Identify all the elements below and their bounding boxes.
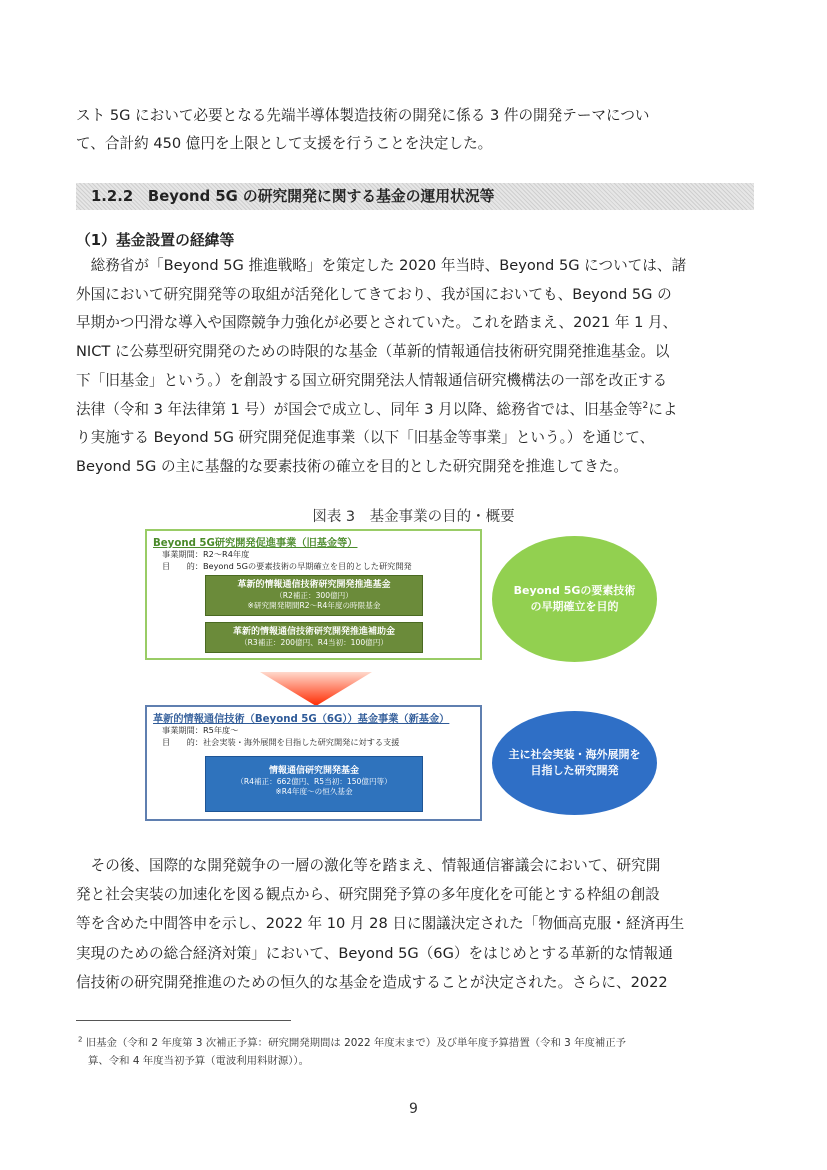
new-fund-box: [145, 705, 482, 821]
old-fund-purpose: 目 的：Beyond 5Gの要素技術の早期確立を目的とした研究開発: [162, 561, 412, 571]
new-fund-item-amount: （R4補正：662億円、R5当初：150億円等）: [236, 777, 392, 786]
para1-line: 外国において研究開発等の取組が活発化してきており、我が国においても、Beyond 5G の: [76, 285, 672, 303]
new-fund-period: 事業期間：R5年度～: [162, 725, 239, 735]
new-fund-purpose: 目 的：社会実装・海外展開を目指した研究開発に対する支援: [162, 737, 400, 747]
para1-line: 総務省が「Beyond 5G 推進戦略」を策定した 2020 年当時、Beyond 5G については、諸: [76, 257, 687, 274]
old-fund-item-1-title: 革新的情報通信技術研究開発推進基金: [237, 580, 391, 590]
section-heading-text: 1.2.2 Beyond 5G の研究開発に関する基金の運用状況等: [91, 188, 495, 205]
section-heading: [76, 183, 754, 210]
footnote-line-text: 旧基金（令和 2 年度第 3 次補正予算：研究開発期間は 2022 年度末まで）及び単年度予算措置（令和 3 年度補正予: [85, 1037, 627, 1049]
footnote-number: 2: [78, 1035, 83, 1044]
para2-line: 信技術の研究開発推進のための恒久的な基金を造成することが決定された。さらに、2022: [76, 973, 668, 991]
para2-line: その後、国際的な開発競争の一層の激化等を踏まえ、情報通信審議会において、研究開: [76, 857, 661, 874]
new-fund-goal-text: 主に社会実装・海外展開を 目指した研究開発: [508, 748, 641, 777]
intro-line: て、合計約 450 億円を上限として支援を行うことを決定した。: [76, 135, 493, 152]
new-fund-item: [205, 756, 423, 812]
para1-line: 法律（令和 3 年法律第 1 号）が国会で成立し、同年 3 月以降、総務省では、旧基金等$^2$によ: [76, 400, 678, 418]
old-fund-item-2-title: 革新的情報通信技術研究開発推進補助金: [232, 627, 395, 637]
new-fund-item-note: ※R4年度～の恒久基金: [275, 787, 353, 796]
para1-line: 下「旧基金」という。）を創設する国立研究開発法人情報通信研究機構法の一部を改正する: [76, 371, 668, 389]
footnote: [78, 1034, 626, 1070]
old-fund-item-1: [205, 575, 423, 616]
para1-line: 早期かつ円滑な導入や国際競争力強化が必要とされていた。これを踏まえ、2021 年 1 月、: [76, 314, 678, 332]
page-number: 9: [409, 1101, 418, 1117]
new-fund-item-title: 情報通信研究開発基金: [268, 766, 359, 776]
intro-line: スト 5G において必要となる先端半導体製造技術の開発に係る 3 件の開発テーマについ: [76, 107, 650, 124]
old-fund-item-1-amount: （R2補正：300億円）: [275, 591, 353, 600]
para2-line: 実現のための総合経済対策」において、Beyond 5G（6G）をはじめとする革新的な情報通: [76, 944, 673, 962]
paragraph-2: [76, 851, 752, 997]
old-fund-item-2: [205, 622, 423, 653]
new-fund-title: 革新的情報通信技術（Beyond 5G（6G））基金事業（新基金）: [153, 714, 450, 725]
old-fund-box: [145, 529, 482, 660]
footnote-line: [78, 1034, 626, 1052]
paragraph-1: [76, 252, 752, 482]
intro-paragraph: [76, 102, 752, 158]
figure-title: 図表 3 基金事業の目的・概要: [312, 509, 515, 525]
down-arrow-icon: [260, 672, 372, 706]
old-fund-goal-ellipse: [492, 536, 657, 662]
subsection-heading: （1）基金設置の経緯等: [76, 232, 235, 249]
para2-line: 発と社会実装の加速化を図る観点から、研究開発予算の多年度化を可能とする枠組の創設: [76, 886, 660, 904]
footnote-ref[interactable]: 2: [642, 400, 649, 411]
old-fund-item-2-amount: （R3補正：200億円、R4当初：100億円）: [240, 638, 388, 647]
old-fund-title: Beyond 5G研究開発促進事業（旧基金等）: [153, 538, 358, 549]
footnote-divider: [76, 1020, 291, 1021]
para1-line: り実施する Beyond 5G 研究開発促進事業（以下「旧基金等事業」という。）を通じて、: [76, 429, 655, 447]
new-fund-goal-ellipse: [492, 711, 657, 815]
para1-line: NICT に公募型研究開発のための時限的な基金（革新的情報通信技術研究開発推進基金。以: [76, 343, 670, 361]
old-fund-item-1-note: ※研究開発期間R2～R4年度の時限基金: [247, 601, 381, 610]
old-fund-period: 事業期間：R2～R4年度: [162, 549, 250, 559]
para1-line-text: 法律（令和 3 年法律第 1 号）が国会で成立し、同年 3 月以降、総務省では、旧基金等: [76, 400, 643, 418]
old-fund-goal-text: Beyond 5Gの要素技術 の早期確立を目的: [513, 584, 636, 613]
para1-line: Beyond 5G の主に基盤的な要素技術の確立を目的とした研究開発を推進してきた。: [76, 457, 628, 475]
footnote-line: 算、令和 4 年度当初予算（電波利用料財源））。: [88, 1055, 310, 1067]
para2-line: 等を含めた中間答申を示し、2022 年 10 月 28 日に閣議決定された「物価高克服・経済再生: [76, 915, 685, 933]
